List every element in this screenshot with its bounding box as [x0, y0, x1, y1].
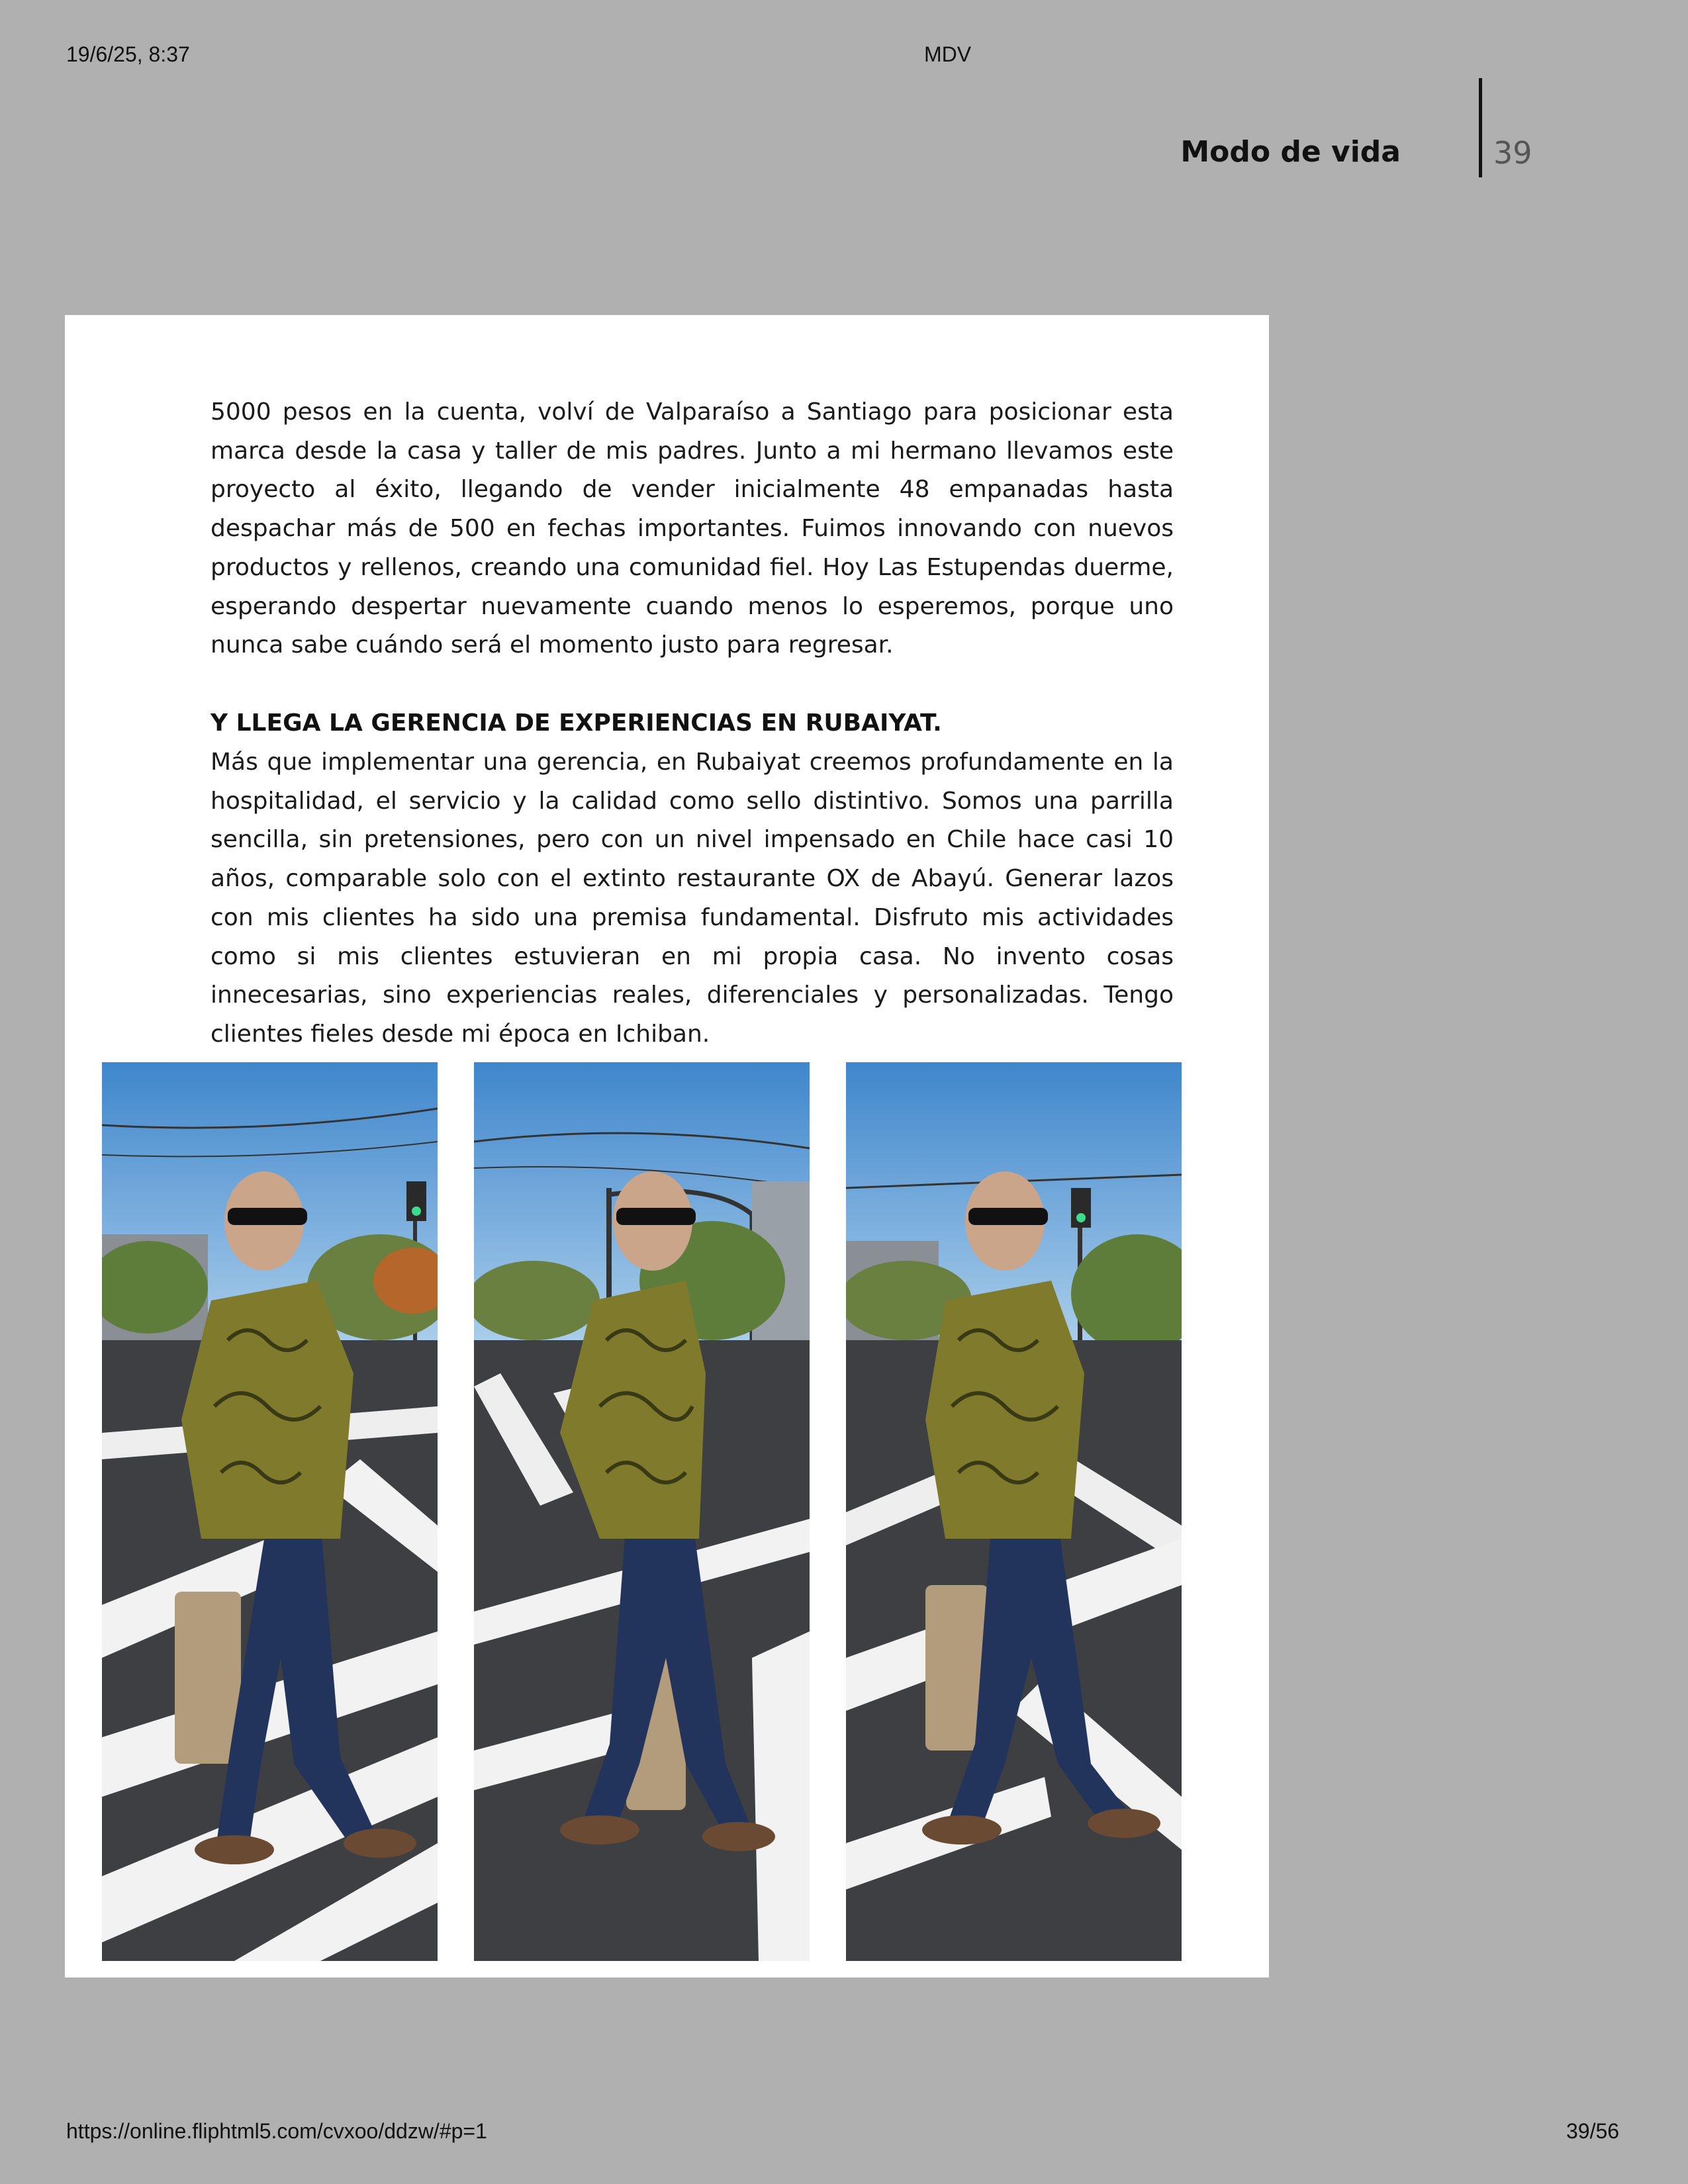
photo-man-walking-2 [474, 1062, 810, 1961]
print-url[interactable]: https://online.fliphtml5.com/cvxoo/ddzw/#p=1 [66, 2119, 487, 2143]
photo-man-walking-3 [846, 1062, 1182, 1961]
photo-illustration [846, 1062, 1182, 1961]
print-page-count: 39/56 [1566, 2119, 1620, 2143]
article-subheading: Y LLEGA LA GERENCIA DE EXPERIENCIAS EN RUBAIYAT. [211, 709, 942, 737]
photo-man-walking-1 [102, 1062, 438, 1961]
page-number: 39 [1493, 135, 1532, 171]
photo-illustration [474, 1062, 810, 1961]
magazine-header [1180, 78, 1549, 177]
print-title: MDV [924, 42, 972, 66]
article-paragraph-2: Más que implementar una gerencia, en Rubaiyat creemos profundamente en la hospitalidad, el servicio y la calidad como sello distintivo. Somos una parrilla sencilla, sin pretensiones, pero con un nivel impensado en Chile hace casi 10 años, comparable solo con el extinto restaurante OX de Abayú. Generar lazos con mis clientes ha sido una premisa fundamental. Disfruto mis actividades como si mis clientes estuvieran en mi propia casa. No invento cosas innecesarias, sino experiencias reales, diferenciales y personalizadas. Tengo clientes fieles desde mi época en Ichiban. [211, 749, 1174, 1048]
photo-illustration [102, 1062, 438, 1961]
article-page [65, 315, 1269, 1978]
article-paragraph-1: 5000 pesos en la cuenta, volví de Valparaíso a Santiago para posicionar esta marca desde la casa y taller de mis padres. Junto a mi hermano llevamos este proyecto al éxito, llegando de vender inicialmente 48 empanadas hasta despachar más de 500 en fechas importantes. Fuimos innovando con nuevos productos y rellenos, creando una comunidad fiel. Hoy Las Estupendas duerme, esperando despertar nuevamente cuando menos lo esperemos, porque uno nunca sabe cuándo será el momento justo para regresar. [211, 398, 1174, 659]
section-title: Modo de vida [1180, 135, 1401, 169]
print-date: 19/6/25, 8:37 [66, 42, 190, 66]
header-divider [1479, 78, 1482, 177]
